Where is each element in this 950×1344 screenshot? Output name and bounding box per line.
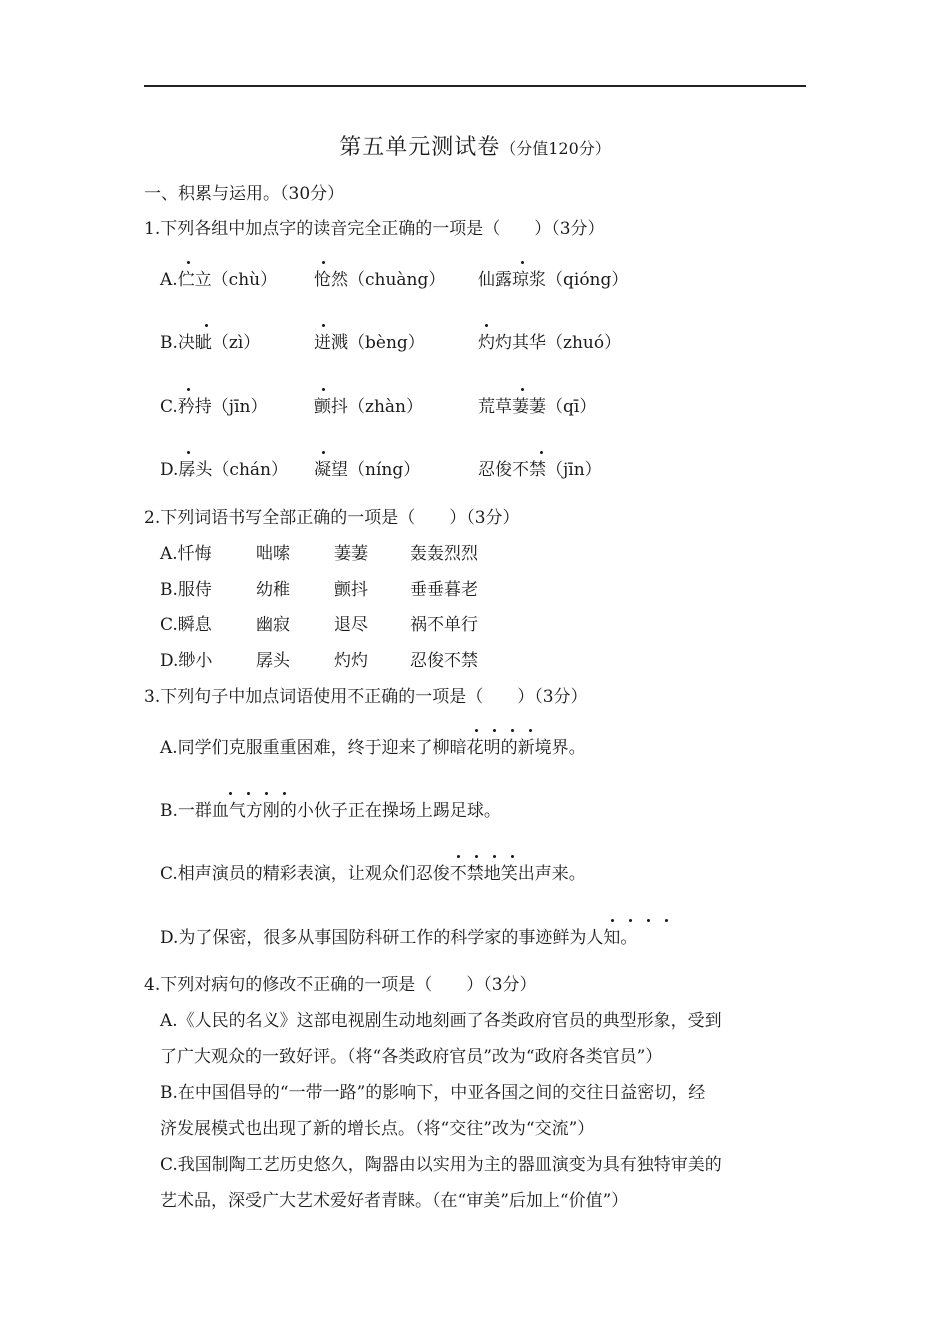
header-rule bbox=[144, 85, 806, 87]
option-cell: 轰轰烈烈 bbox=[410, 544, 478, 564]
question-3-option-a: A.同学们克服重重困难，终于迎来了柳暗花明的新境界。 bbox=[160, 738, 586, 758]
question-1-stem: 1.下列各组中加点字的读音完全正确的一项是（ ）（3分） bbox=[144, 219, 605, 239]
option-cell: B.服侍 bbox=[160, 580, 212, 600]
emphasis-dot bbox=[529, 729, 532, 732]
option-cell: 孱头 bbox=[256, 651, 290, 671]
question-3-option-d: D.为了保密，很多从事国防科研工作的科学家的事迹鲜为人知。 bbox=[160, 928, 638, 948]
emphasis-dot bbox=[187, 261, 190, 264]
option-cell: 忍俊不禁 bbox=[410, 651, 478, 671]
emphasis-dot bbox=[493, 729, 496, 732]
option-cell: 退尽 bbox=[334, 615, 368, 635]
emphasis-dot bbox=[475, 855, 478, 858]
emphasis-dot bbox=[611, 919, 614, 922]
emphasis-dot bbox=[475, 729, 478, 732]
emphasis-dot bbox=[247, 792, 250, 795]
question-2-stem: 2.下列词语书写全部正确的一项是（ ）（3分） bbox=[144, 508, 520, 528]
question-4-line: C.我国制陶工艺历史悠久，陶器由以实用为主的器皿演变为具有独特审美的 bbox=[160, 1155, 722, 1175]
emphasis-dot bbox=[521, 261, 524, 264]
emphasis-dot bbox=[521, 388, 524, 391]
emphasis-dot bbox=[493, 855, 496, 858]
option-cell: 萋萋 bbox=[334, 544, 368, 564]
option-cell: 幽寂 bbox=[256, 615, 290, 635]
option-cell: 咄嗦 bbox=[256, 544, 290, 564]
option-cell: 颤抖 bbox=[334, 580, 368, 600]
option-cell: 幼稚 bbox=[256, 580, 290, 600]
option-cell: 怆然（chuàng） bbox=[314, 270, 446, 290]
option-cell: 迸溅（bèng） bbox=[314, 333, 425, 353]
emphasis-dot bbox=[322, 388, 325, 391]
option-cell: 仙露琼浆（qióng） bbox=[478, 270, 629, 290]
option-cell: 灼灼其华（zhuó） bbox=[478, 333, 622, 353]
option-cell: 祸不单行 bbox=[410, 615, 478, 635]
emphasis-dot bbox=[457, 855, 460, 858]
question-4-line: 了广大观众的一致好评。（将“各类政府官员”改为“政府各类官员”） bbox=[160, 1047, 663, 1067]
section-heading: 一、积累与运用。（30分） bbox=[144, 184, 345, 204]
option-cell: 颤抖（zhàn） bbox=[314, 397, 423, 417]
question-4-line: 济发展模式也出现了新的增长点。（将“交往”改为“交流”） bbox=[160, 1119, 595, 1139]
emphasis-dot bbox=[265, 792, 268, 795]
option-cell: 灼灼 bbox=[334, 651, 368, 671]
emphasis-dot bbox=[629, 919, 632, 922]
question-4-line: A.《人民的名义》这部电视剧生动地刻画了各类政府官员的典型形象，受到 bbox=[160, 1011, 722, 1031]
option-cell: 垂垂暮老 bbox=[410, 580, 478, 600]
emphasis-dot bbox=[511, 855, 514, 858]
emphasis-dot bbox=[647, 919, 650, 922]
emphasis-dot bbox=[187, 451, 190, 454]
emphasis-dot bbox=[322, 324, 325, 327]
question-3-stem: 3.下列句子中加点词语使用不正确的一项是（ ）（3分） bbox=[144, 687, 588, 707]
emphasis-dot bbox=[540, 451, 543, 454]
option-cell: C.矜持（jīn） bbox=[160, 397, 268, 417]
question-4-line: B.在中国倡导的“一带一路”的影响下，中亚各国之间的交往日益密切，经 bbox=[160, 1083, 706, 1103]
option-cell: 忍俊不禁（jīn） bbox=[478, 460, 602, 480]
option-cell: 荒草萋萋（qī） bbox=[478, 397, 597, 417]
emphasis-dot bbox=[322, 261, 325, 264]
question-4-stem: 4.下列对病句的修改不正确的一项是（ ）（3分） bbox=[144, 975, 537, 995]
emphasis-dot bbox=[665, 919, 668, 922]
emphasis-dot bbox=[485, 324, 488, 327]
option-cell: C.瞬息 bbox=[160, 615, 212, 635]
emphasis-dot bbox=[187, 388, 190, 391]
option-cell: 凝望（níng） bbox=[314, 460, 421, 480]
emphasis-dot bbox=[511, 729, 514, 732]
emphasis-dot bbox=[229, 792, 232, 795]
option-cell: D.缈小 bbox=[160, 651, 213, 671]
option-cell: B.决眦（zì） bbox=[160, 333, 261, 353]
emphasis-dot bbox=[283, 792, 286, 795]
question-4-line: 艺术品，深受广大艺术爱好者青睐。（在“审美”后加上“价值”） bbox=[160, 1191, 629, 1211]
emphasis-dot bbox=[205, 324, 208, 327]
title-score: （分值120分） bbox=[500, 139, 611, 158]
page-title bbox=[0, 130, 950, 161]
title-main: 第五单元测试卷 bbox=[339, 135, 501, 160]
option-cell: D.孱头（chán） bbox=[160, 460, 288, 480]
emphasis-dot bbox=[322, 451, 325, 454]
option-cell: A.忏悔 bbox=[160, 544, 212, 564]
question-3-option-b: B.一群血气方刚的小伙子正在操场上踢足球。 bbox=[160, 801, 501, 821]
question-3-option-c: C.相声演员的精彩表演，让观众们忍俊不禁地笑出声来。 bbox=[160, 864, 586, 884]
option-cell: A.伫立（chù） bbox=[160, 270, 278, 290]
